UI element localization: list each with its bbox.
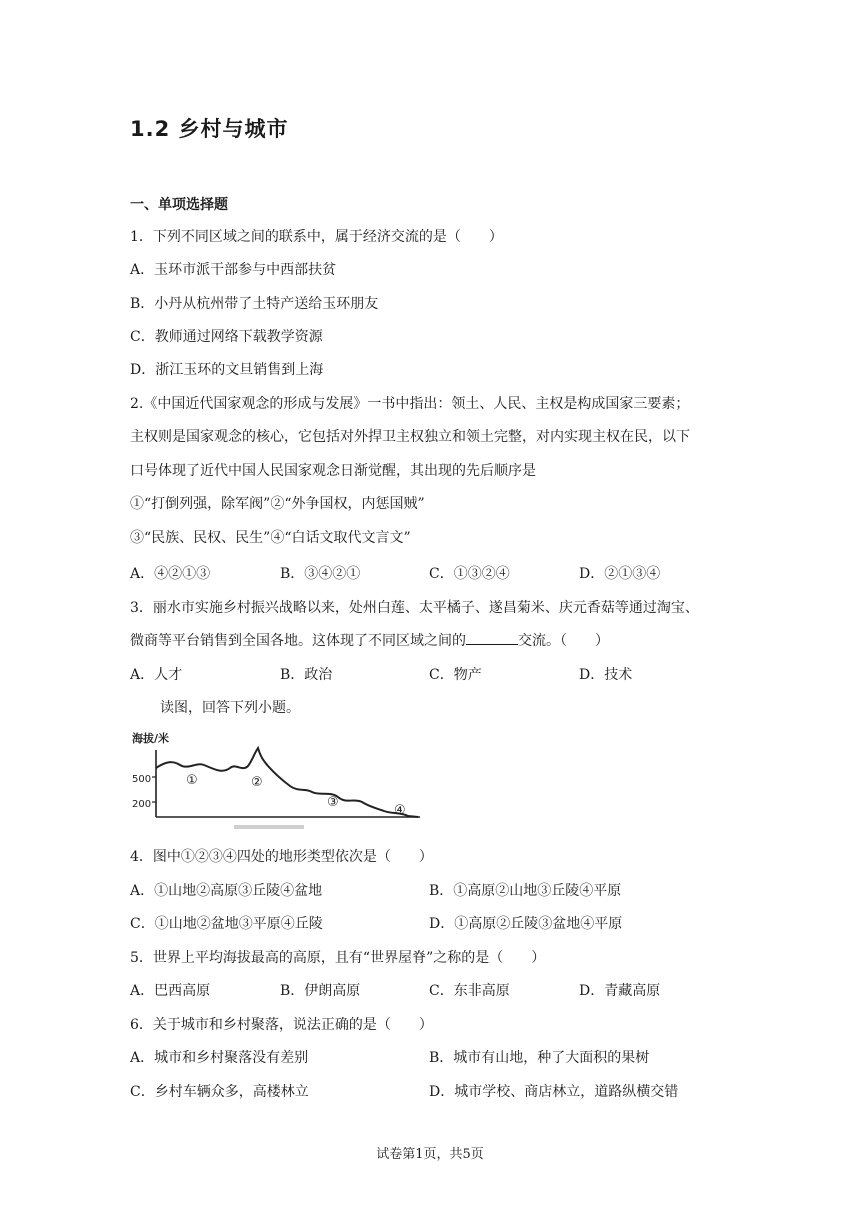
q2-line-2: 主权则是国家观念的核心，它包括对外捍卫主权独立和领土完整，对内实现主权在民，以下: [130, 429, 690, 445]
figure-marker-4: ④: [394, 803, 406, 818]
q1-stem: 1．下列不同区域之间的联系中，属于经济交流的是（ ）: [130, 229, 503, 245]
q5-option-b: B．伊朗高原: [280, 983, 361, 999]
figure-caption-smudge: [234, 825, 304, 829]
q3-line-2-pre: 微商等平台销售到全国各地。这体现了不同区域之间的: [130, 633, 466, 649]
figure-tick-200: 200: [132, 799, 152, 810]
figure-marker-3: ③: [327, 795, 339, 810]
q3-line-1: 3．丽水市实施乡村振兴战略以来，处州白莲、太平橘子、遂昌菊米、庆元香菇等通过淘宝、: [130, 600, 699, 616]
figure-ylabel: 海拔/米: [132, 732, 170, 745]
q5-stem: 5．世界上平均海拔最高的高原，且有“世界屋脊”之称的是（ ）: [130, 950, 546, 966]
q4-option-b: B．①高原②山地③丘陵④平原: [429, 883, 622, 899]
q6-option-b: B．城市有山地，种了大面积的果树: [429, 1050, 650, 1066]
q2-line-1: 2.《中国近代国家观念的形成与发展》一书中指出：领土、人民、主权是构成国家三要素；: [130, 396, 690, 412]
figure-intro: 读图，回答下列小题。: [160, 700, 300, 716]
section-heading: 一、单项选择题: [130, 197, 228, 213]
answer-blank: [466, 632, 518, 645]
page-footer: 试卷第1页，共5页: [376, 1147, 484, 1162]
terrain-profile-figure: [130, 728, 430, 832]
q2-option-a: A．④②①③: [130, 566, 211, 582]
q2-option-d: D．②①③④: [579, 566, 661, 582]
q1-option-d: D．浙江玉环的文旦销售到上海: [130, 362, 324, 378]
page-title: 1.2 乡村与城市: [130, 117, 289, 141]
q5-option-d: D．青藏高原: [579, 983, 661, 999]
q1-option-a: A．玉环市派干部参与中西部扶贫: [130, 262, 337, 278]
figure-tick-500: 500: [132, 774, 152, 785]
figure-marker-1: ①: [186, 773, 198, 788]
q6-option-a: A．城市和乡村聚落没有差别: [130, 1050, 309, 1066]
q2-line-5: ③“民族、民权、民生”④“白话文取代文言文”: [130, 530, 411, 546]
q6-option-c: C．乡村车辆众多，高楼林立: [130, 1084, 309, 1100]
q5-option-c: C．东非高原: [429, 983, 510, 999]
q4-option-d: D．①高原②丘陵③盆地④平原: [429, 916, 623, 932]
q3-option-d: D．技术: [579, 667, 633, 683]
q1-option-c: C．教师通过网络下载教学资源: [130, 329, 323, 345]
q3-line-2-post: 交流。（ ）: [518, 633, 609, 649]
q3-line-2: [130, 630, 609, 650]
q1-option-b: B．小丹从杭州带了土特产送给玉环朋友: [130, 296, 379, 312]
q4-option-a: A．①山地②高原③丘陵④盆地: [130, 883, 323, 899]
q3-option-b: B．政治: [280, 667, 333, 683]
q2-line-4: ①“打倒列强，除军阀”②“外争国权，内惩国贼”: [130, 496, 425, 512]
q2-line-3: 口号体现了近代中国人民国家观念日渐觉醒，其出现的先后顺序是: [130, 463, 536, 479]
q6-stem: 6．关于城市和乡村聚落，说法正确的是（ ）: [130, 1017, 433, 1033]
q2-option-c: C．①③②④: [429, 566, 510, 582]
q3-option-c: C．物产: [429, 667, 482, 683]
q3-option-a: A．人才: [130, 667, 183, 683]
q6-option-d: D．城市学校、商店林立，道路纵横交错: [429, 1084, 679, 1100]
q2-option-b: B．③④②①: [280, 566, 361, 582]
q4-option-c: C．①山地②盆地③平原④丘陵: [130, 916, 323, 932]
figure-marker-2: ②: [251, 775, 263, 790]
q5-option-a: A．巴西高原: [130, 983, 211, 999]
q4-stem: 4．图中①②③④四处的地形类型依次是（ ）: [130, 849, 433, 865]
